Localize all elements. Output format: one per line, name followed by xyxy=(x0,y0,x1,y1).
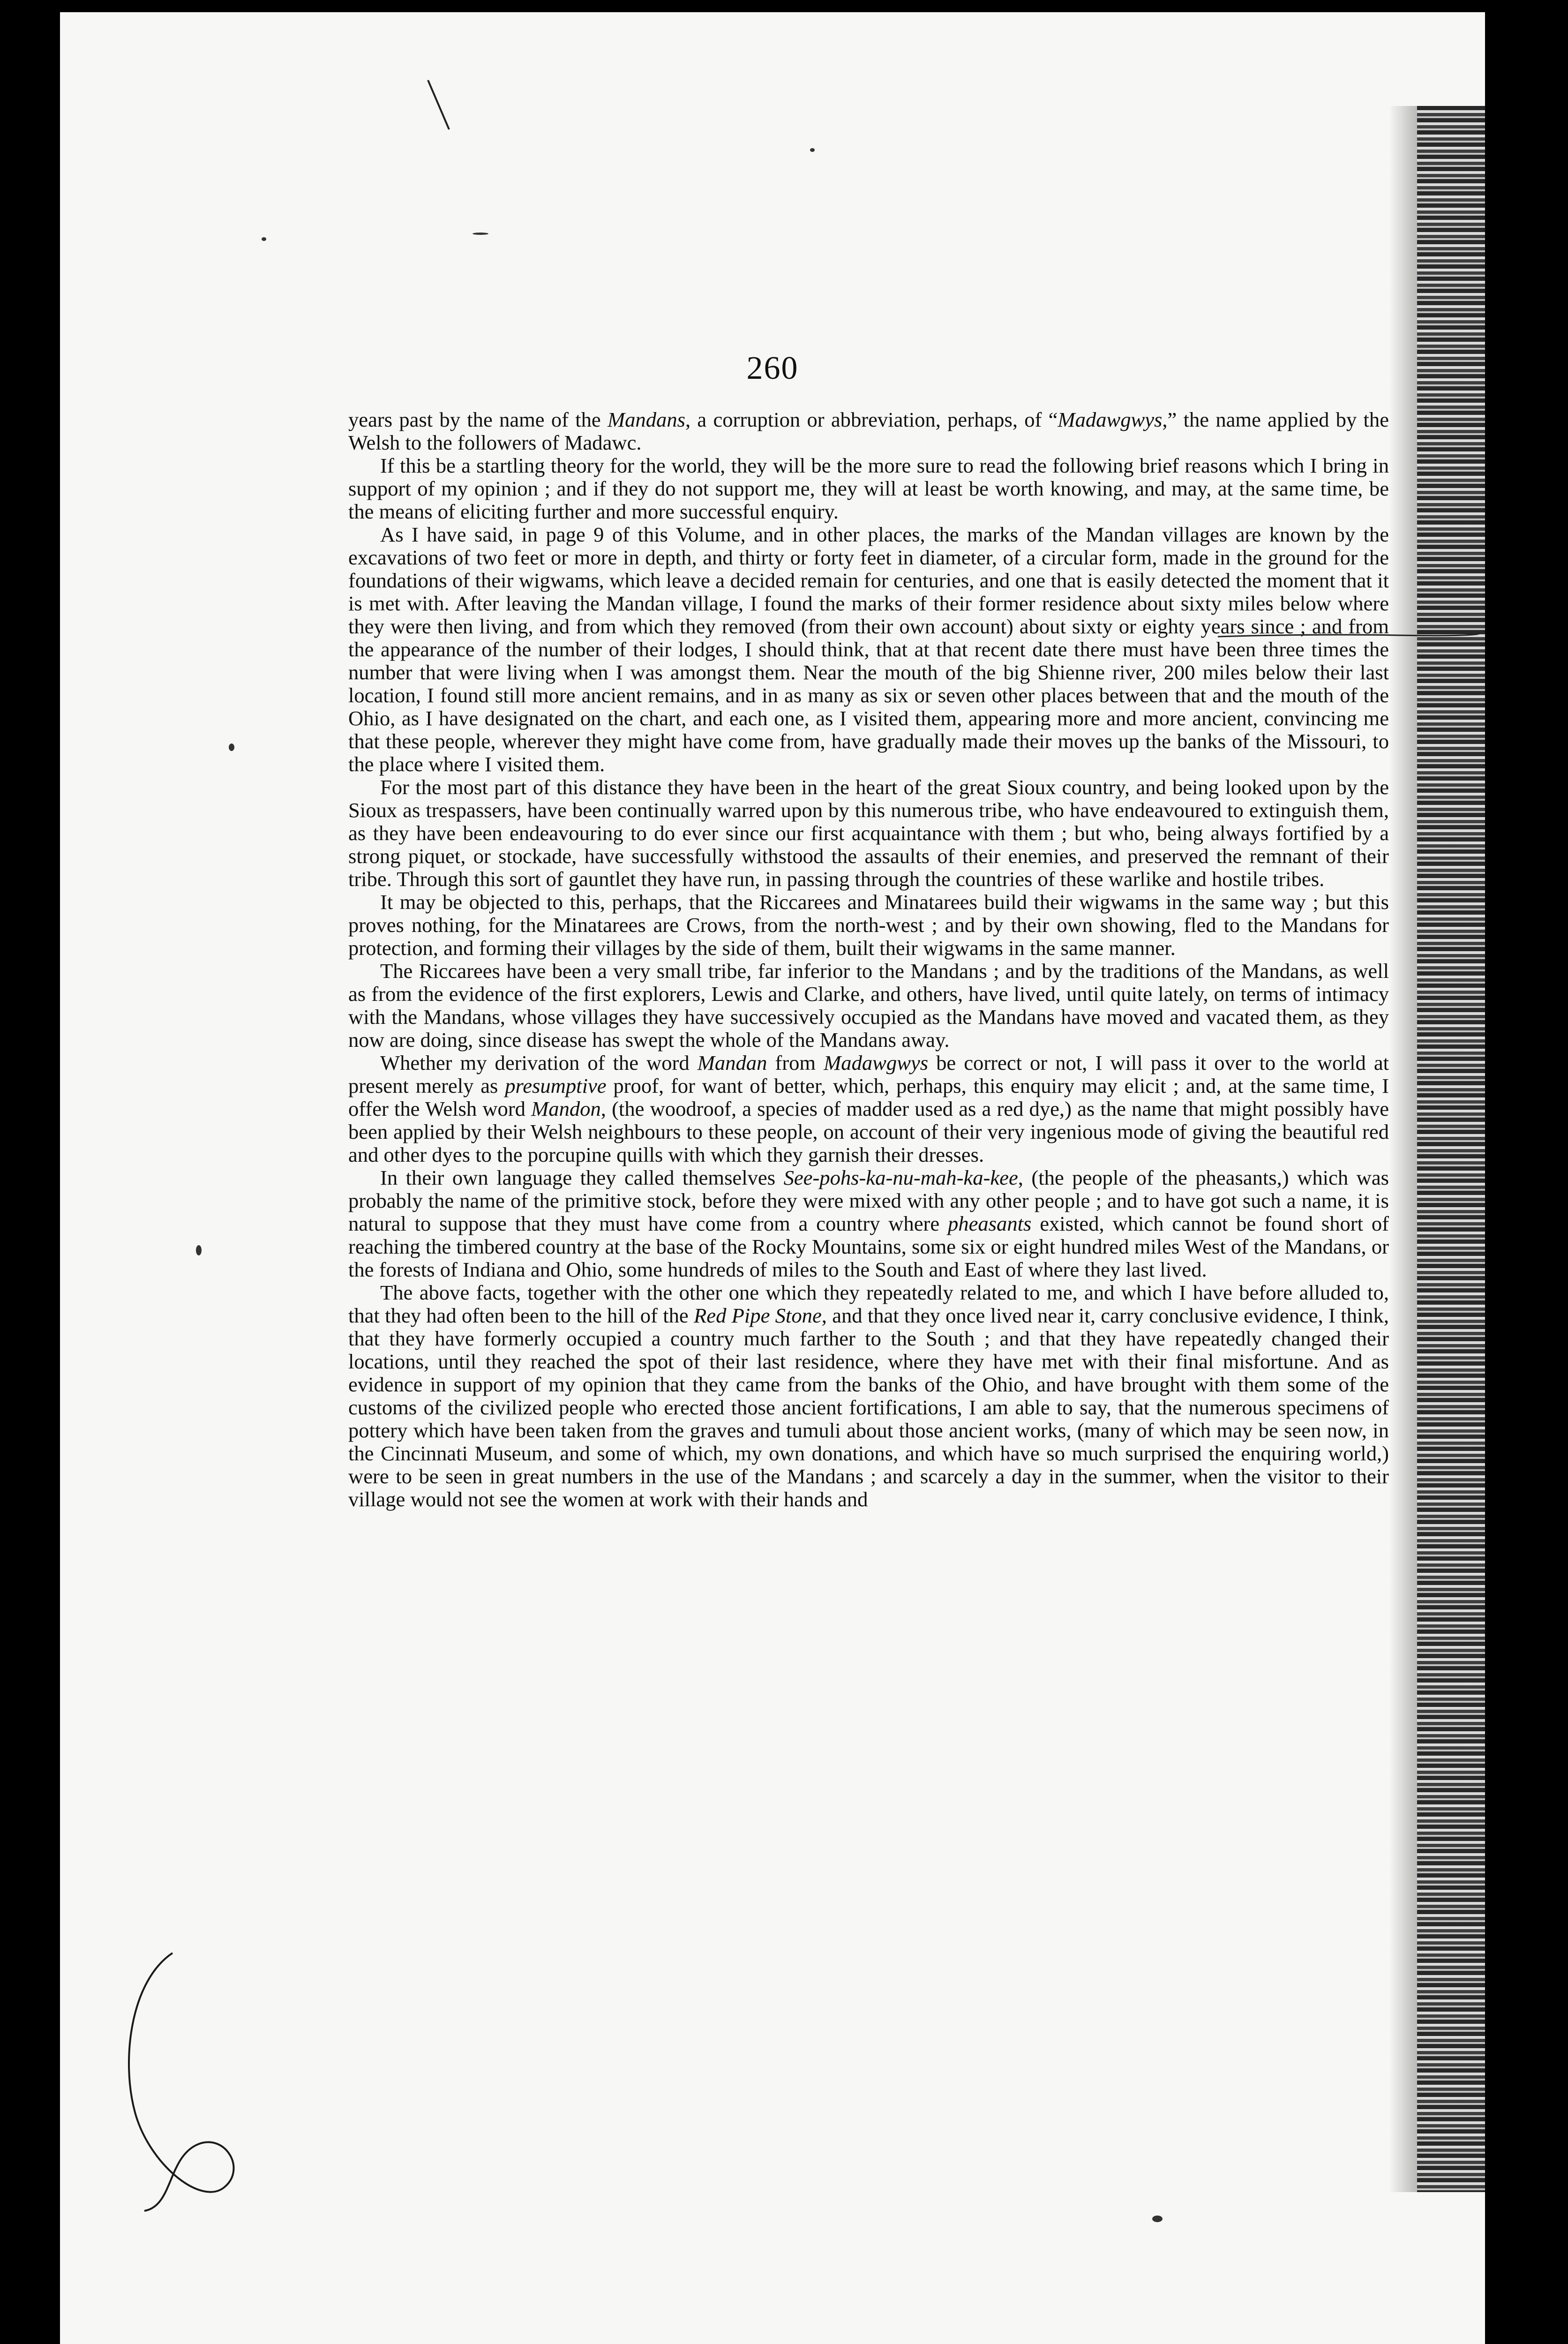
margin-stroke-mark xyxy=(426,78,454,134)
ink-speck xyxy=(810,148,815,152)
text-run: Whether my derivation of the word xyxy=(380,1051,698,1074)
text-run: As I have said, in page 9 of this Volume, and in other places, the marks of the Mandan villages are known by the excavations of two feet or more in depth, and thirty or forty feet in diameter, of a circular form, made in the ground for the foundations of their wigwams, which leave a decided remain for centuries, and one that is easily detected the moment that it is met with. After leaving the Mandan village, I found the marks of their former residence about sixty miles below where they were then living, and from which they removed (from their own account) about sixty or eighty years since ; and from the appearance of the number of their lodges, I should think, that at that recent date there must have been three times the number that were living when I was amongst them. Near the mouth of the big Shienne river, 200 miles below their last location, I found still more ancient remains, and in as many as six or seven other places between that and the mouth of the Ohio, as I have designated on the chart, and each one, as I visited them, appearing more and more ancient, convincing me that these people, wherever they might have come from, have gradually made their moves up the banks of the Missouri, to the place where I visited them. xyxy=(348,523,1389,776)
paragraph xyxy=(348,1166,1389,1281)
italic-run: Mandans xyxy=(607,408,685,431)
book-page xyxy=(60,12,1485,2344)
pencil-scribble-mark xyxy=(116,1944,248,2216)
text-run: , (the woodroof, a species of madder used as a red dye,) as the name that might possibly have been applied by their Welsh neighbours to these people, on account of their very ingenious mode of giving the beautiful red and other dyes to the porcupine quills with which they garnish their dresses. xyxy=(348,1097,1389,1166)
ink-speck xyxy=(262,237,266,241)
text-run: from xyxy=(767,1051,824,1074)
italic-run: presumptive xyxy=(505,1074,607,1097)
text-run: existed, which cannot be found short of reaching the timbered country at the base of the Rocky Mountains, some six or eight hundred miles West of the Mandans, or the forests of Indiana and Ohio, some hundreds of miles to the South and East of where they last lived. xyxy=(348,1212,1389,1281)
paragraph xyxy=(348,454,1389,523)
paragraph xyxy=(348,1052,1389,1166)
paragraph xyxy=(348,960,1389,1052)
page-edge-stack xyxy=(1417,106,1485,2192)
binding-shadow xyxy=(1389,106,1417,2192)
text-run: For the most part of this distance they have been in the heart of the great Sioux country, and being looked upon by the Sioux as trespassers, have been continually warred upon by this numerous tribe, who have endeavoured to extinguish them, as they have been endeavouring to do ever since our first acquaintance with them ; but who, being always fortified by a strong piquet, or stockade, have successfully withstood the assaults of their enemies, and preserved the remnant of their tribe. Through this sort of gauntlet they have run, in passing through the countries of these warlike and hostile tribes. xyxy=(348,775,1389,891)
paragraph xyxy=(348,523,1389,776)
italic-run: Madawgwys xyxy=(1058,408,1163,431)
text-run: It may be objected to this, perhaps, that the Riccarees and Minatarees build their wigwams in the same way ; but this proves nothing, for the Minatarees are Crows, from the north-west ; and by their own showing, fled to the Mandans for protection, and forming their villages by the side of them, built their wigwams in the same manner. xyxy=(348,890,1389,960)
paragraph xyxy=(348,408,1389,454)
text-run: , a corruption or abbreviation, perhaps, of “ xyxy=(685,408,1058,431)
italic-run: Madawgwys xyxy=(824,1051,929,1074)
text-run: , (the people of the pheasants,) which was probably the name of the primitive stock, before they were mixed with any other people ; and to have got such a name, it is natural to suppose that they must have come from a country where xyxy=(348,1166,1389,1235)
paragraph xyxy=(348,891,1389,960)
text-run: proof, for want of better, which, perhaps, this enquiry may elicit ; and, at the same time, I offer the Welsh word xyxy=(348,1074,1389,1120)
ink-speck xyxy=(196,1245,202,1255)
text-run: be correct or not, I will pass it over to the world at present merely as xyxy=(348,1051,1389,1097)
body-text xyxy=(348,408,1389,1511)
text-run: If this be a startling theory for the world, they will be the more sure to read the following brief reasons which I bring in support of my opinion ; and if they do not support me, they will at least be worth knowing, and may, at the same time, be the means of eliciting further and more successful enquiry. xyxy=(348,454,1389,523)
text-run: , and that they once lived near it, carry conclusive evidence, I think, that they have formerly occupied a country much farther to the South ; and that they have repeatedly changed their locations, until they reached the spot of their last residence, where they have met with their final misfortune. And as evidence in support of my opinion that they came from the banks of the Ohio, and have brought with them some of the customs of the civilized people who erected those ancient fortifications, I am able to say, that the numerous specimens of pottery which have been taken from the graves and tumuli about those ancient works, (many of which may be seen now, in the Cincinnati Museum, and some of which, my own donations, and which have so much surprised the enquiring world,) were to be seen in great numbers in the use of the Mandans ; and scarcely a day in the summer, when the visitor to their village would not see the women at work with their hands and xyxy=(348,1304,1389,1511)
page-number: 260 xyxy=(746,350,799,386)
italic-run: Mandan xyxy=(697,1051,767,1074)
italic-run: See-pohs-ka-nu-mah-ka-kee xyxy=(783,1166,1018,1189)
ink-speck xyxy=(473,233,488,235)
italic-run: pheasants xyxy=(948,1212,1032,1235)
text-run: years past by the name of the xyxy=(348,408,608,431)
ink-speck xyxy=(229,744,234,751)
italic-run: Mandon xyxy=(531,1097,601,1120)
text-run: In their own language they called themselves xyxy=(380,1166,784,1189)
text-run: The above facts, together with the other one which they repeatedly related to me, and which I have before alluded to, that they had often been to the hill of the xyxy=(348,1281,1389,1327)
ink-speck xyxy=(1152,2216,1163,2222)
italic-run: Red Pipe Stone xyxy=(694,1304,822,1327)
paragraph xyxy=(348,776,1389,891)
paragraph xyxy=(348,1281,1389,1511)
text-run: ,” the name applied by the Welsh to the followers of Madawc. xyxy=(348,408,1389,454)
text-run: The Riccarees have been a very small tribe, far inferior to the Mandans ; and by the traditions of the Mandans, as well as from the evidence of the first explorers, Lewis and Clarke, and others, have lived, until quite lately, on terms of intimacy with the Mandans, whose villages they have successively occupied as the Mandans have moved and vacated them, as they now are doing, since disease has swept the whole of the Mandans away. xyxy=(348,959,1389,1052)
pen-stroke-mark xyxy=(1218,631,1480,640)
